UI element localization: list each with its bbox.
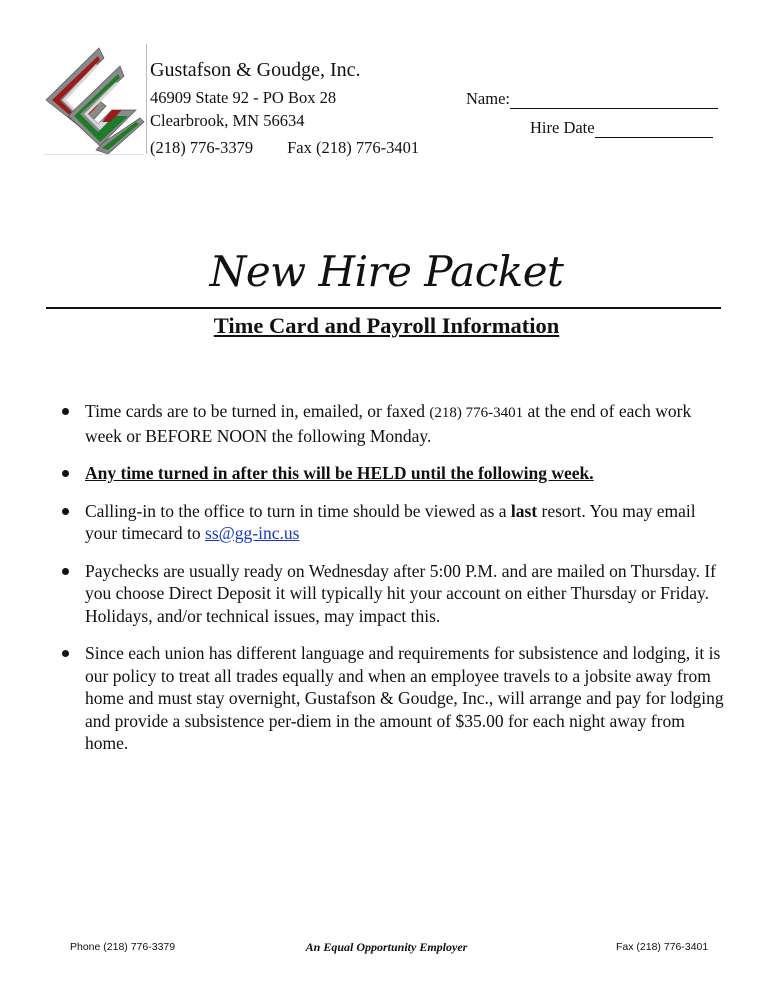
contact-line xyxy=(150,138,419,158)
list-item xyxy=(62,560,732,628)
bullet-icon xyxy=(62,470,69,477)
footer-phone: Phone (218) 776-3379 xyxy=(70,941,176,953)
footer-fax: Fax (218) 776-3401 xyxy=(616,941,709,953)
name-label: Name: xyxy=(466,89,510,108)
page-title: New Hire Packet xyxy=(209,247,564,296)
list-item xyxy=(62,462,732,485)
hire-date-label: Hire Date xyxy=(530,118,595,137)
email-link[interactable]: ss@gg-inc.us xyxy=(205,523,300,543)
bullet-icon xyxy=(62,508,69,515)
bullet-icon xyxy=(62,408,69,415)
bullet-text: resort. You may email your timecard to xyxy=(85,500,696,543)
list-item xyxy=(62,400,732,447)
footer-tagline: An Equal Opportunity Employer xyxy=(305,940,468,954)
bullet-text: Since each union has different language and requirements for subsistence and lodging, it is our policy to treat all trades equally and when an employee travels to a jobsite away from home and must stay overnight, Gustafson & Goudge, Inc., will arrange and pay for lodging and provide a subsistence per-diem in the amount of $35.00 for each night away from home. xyxy=(85,643,724,753)
bullet-text: Time cards are to be turned in, emailed, or faxed xyxy=(85,401,430,421)
hire-date-field xyxy=(530,118,713,138)
emphasis-last: last xyxy=(510,500,538,521)
header-fax: Fax (218) 776-3401 xyxy=(287,138,420,157)
section-subtitle: Time Card and Payroll Information xyxy=(213,313,560,338)
address-line-1: 46909 State 92 - PO Box 28 xyxy=(150,88,337,107)
bullet-text: Calling-in to the office to turn in time should be viewed as a xyxy=(85,500,511,521)
name-input-line[interactable] xyxy=(510,94,718,109)
logo-baseline xyxy=(44,154,144,155)
hire-date-input-line[interactable] xyxy=(595,123,713,138)
header-divider xyxy=(146,44,147,154)
list-item xyxy=(62,500,732,545)
bullet-text: at the end of each work week or BEFORE NOON the following Monday. xyxy=(85,401,692,446)
title-rule xyxy=(46,307,721,309)
name-field xyxy=(466,89,718,109)
address-line-2: Clearbrook, MN 56634 xyxy=(150,111,305,130)
bullet-text: Paychecks are usually ready on Wednesday after 5:00 P.M. and are mailed on Thursday. If you choose Direct Deposit it will typically hit your account on either Thursday or Friday. Holidays, and/or technical issues, may impact this. xyxy=(85,560,716,626)
held-warning-text: Any time turned in after this will be HELD until the following week. xyxy=(85,463,594,483)
company-logo xyxy=(44,46,146,154)
bullet-icon xyxy=(62,568,69,575)
list-item xyxy=(62,642,732,755)
company-name: Gustafson & Goudge, Inc. xyxy=(150,59,361,81)
fax-number: (218) 776-3401 xyxy=(429,405,524,421)
header-phone: (218) 776-3379 xyxy=(150,138,254,157)
policy-list xyxy=(62,400,732,770)
gg-logo-icon xyxy=(44,46,146,154)
bullet-icon xyxy=(62,650,69,657)
